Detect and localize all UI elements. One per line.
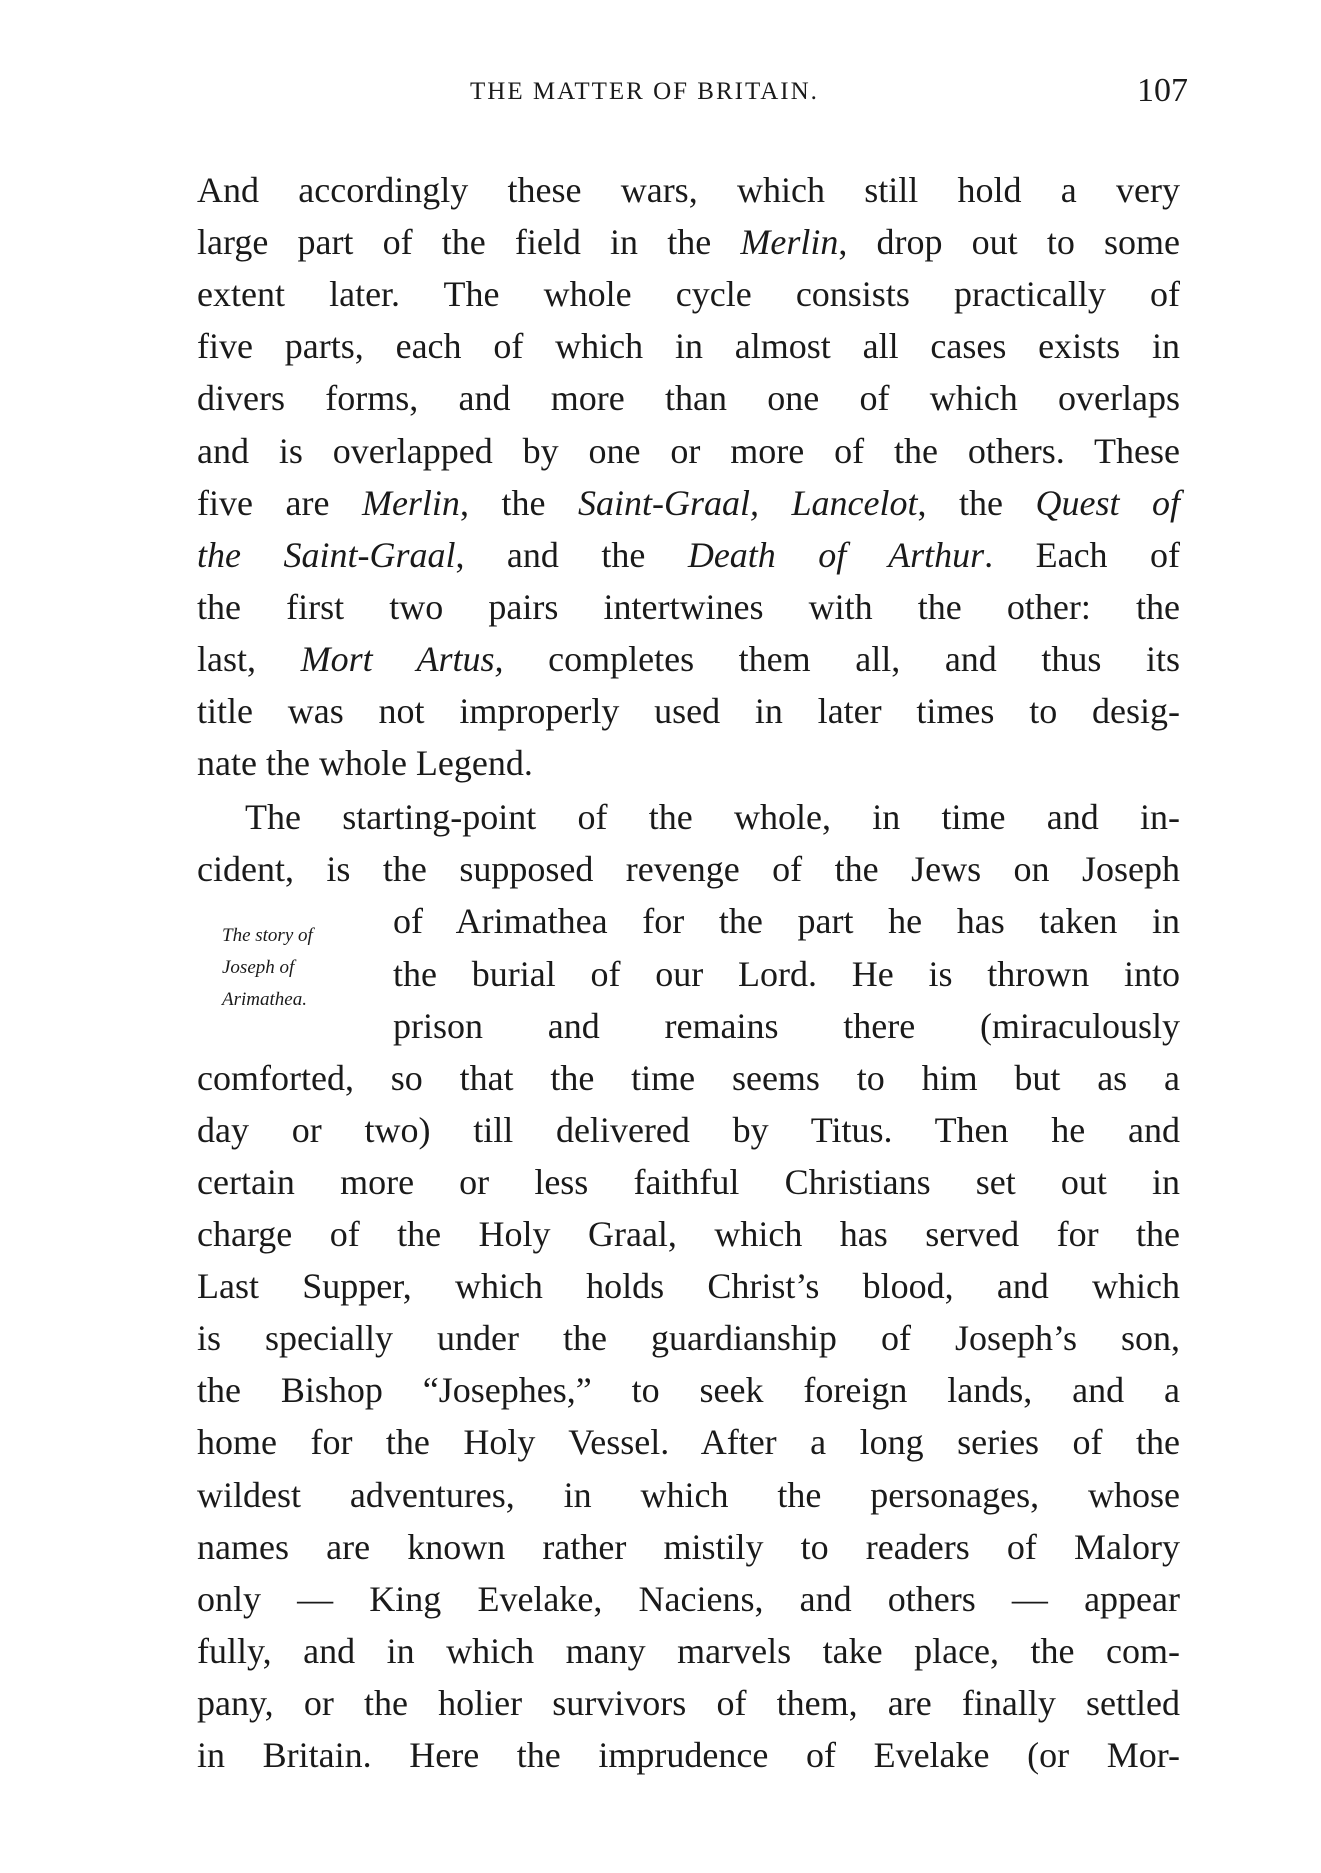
text-span: completes them all, and thus its bbox=[503, 638, 1180, 679]
text-span: five parts, each of which in almost all cases exists in bbox=[197, 326, 1180, 367]
italic-title: Death of Arthur bbox=[687, 534, 985, 575]
text-span: the first two pairs intertwines with the other: the bbox=[197, 586, 1180, 627]
text-line bbox=[197, 1625, 1180, 1677]
text-line bbox=[393, 1000, 1180, 1052]
text-span: prison and remains there (miraculously bbox=[393, 1005, 1180, 1046]
text-span: home for the Holy Vessel. After a long series of the bbox=[197, 1422, 1180, 1463]
italic-title: Merlin bbox=[740, 222, 839, 263]
text-line bbox=[197, 1052, 1180, 1104]
text-span: nate the whole Legend. bbox=[197, 743, 533, 784]
text-span: pany, or the holier survivors of them, are finally settled bbox=[197, 1682, 1180, 1723]
text-line bbox=[197, 1156, 1180, 1208]
text-line bbox=[197, 425, 1180, 477]
text-span: the burial of our Lord. He is thrown into bbox=[393, 953, 1180, 994]
text-line bbox=[393, 948, 1180, 1000]
text-line bbox=[197, 737, 1180, 789]
text-line bbox=[197, 1729, 1180, 1781]
text-line bbox=[197, 1364, 1180, 1416]
text-line bbox=[197, 685, 1180, 737]
italic-title: Quest of bbox=[1035, 482, 1180, 523]
text-line bbox=[197, 268, 1180, 320]
text-span: last, bbox=[197, 638, 301, 679]
italic-title: Mort Artus, bbox=[300, 638, 504, 679]
text-line bbox=[197, 1416, 1180, 1468]
text-span: divers forms, and more than one of which overlaps bbox=[197, 378, 1180, 419]
margin-note-line: Arimathea. bbox=[222, 989, 307, 1010]
text-line bbox=[197, 372, 1180, 424]
text-span: day or two) till delivered by Titus. Then he and bbox=[197, 1109, 1180, 1150]
italic-title: Merlin bbox=[361, 482, 460, 523]
text-span: The starting-point of the whole, in time and in- bbox=[245, 797, 1180, 838]
text-span: title was not improperly used in later times to desig- bbox=[197, 691, 1180, 731]
text-span: in Britain. Here the imprudence of Evelake (or Mor- bbox=[197, 1735, 1180, 1775]
text-span: extent later. The whole cycle consists practically of bbox=[197, 274, 1180, 315]
text-line bbox=[197, 1312, 1180, 1364]
running-header-title: THE MATTER OF BRITAIN. bbox=[470, 78, 819, 105]
text-line bbox=[197, 216, 1180, 268]
text-span: wildest adventures, in which the personages, whose bbox=[197, 1474, 1180, 1515]
text-line bbox=[197, 1469, 1180, 1521]
text-line bbox=[393, 895, 1180, 947]
page-number: 107 bbox=[1137, 72, 1188, 109]
text-span: of Arimathea for the part he has taken in bbox=[393, 901, 1180, 942]
text-line bbox=[197, 164, 1180, 216]
text-line bbox=[197, 1104, 1180, 1156]
text-span: cident, is the supposed revenge of the Jews on Joseph bbox=[197, 849, 1180, 890]
text-span: , the bbox=[917, 482, 1036, 523]
text-span: large part of the field in the bbox=[197, 222, 741, 263]
text-span: comforted, so that the time seems to him but as a bbox=[197, 1057, 1180, 1098]
text-span: , and the bbox=[455, 534, 688, 575]
text-span: , the bbox=[459, 482, 578, 523]
text-span: And accordingly these wars, which still hold a very bbox=[197, 170, 1180, 210]
margin-note-line: Joseph of bbox=[222, 957, 295, 978]
margin-note bbox=[222, 920, 372, 1016]
italic-title: the Saint-Graal bbox=[197, 534, 456, 575]
text-line bbox=[197, 843, 1180, 895]
text-line bbox=[197, 320, 1180, 372]
text-line bbox=[245, 791, 1180, 843]
text-line bbox=[197, 1260, 1180, 1312]
text-span: the Bishop “Josephes,” to seek foreign lands, and a bbox=[197, 1370, 1180, 1411]
margin-note-line: The story of bbox=[222, 925, 313, 946]
text-line bbox=[197, 1677, 1180, 1729]
text-span: names are known rather mistily to readers of Malory bbox=[197, 1526, 1180, 1567]
text-span: fully, and in which many marvels take place, the com- bbox=[197, 1630, 1180, 1671]
text-span: . Each of bbox=[984, 534, 1181, 575]
text-span: only — King Evelake, Naciens, and others — appear bbox=[197, 1578, 1180, 1619]
italic-title: Saint-Graal, Lancelot bbox=[577, 482, 918, 523]
text-span: five are bbox=[197, 482, 362, 523]
text-span: charge of the Holy Graal, which has served for the bbox=[197, 1214, 1180, 1254]
text-span: and is overlapped by one or more of the others. These bbox=[197, 430, 1180, 471]
text-line bbox=[197, 1573, 1180, 1625]
text-line bbox=[197, 529, 1180, 581]
text-line bbox=[197, 581, 1180, 633]
text-span: certain more or less faithful Christians set out in bbox=[197, 1161, 1180, 1202]
text-span: Last Supper, which holds Christ’s blood, and which bbox=[197, 1266, 1180, 1307]
text-span: , drop out to some bbox=[838, 222, 1181, 263]
text-line bbox=[197, 633, 1180, 685]
text-line bbox=[197, 1208, 1180, 1260]
text-span: is specially under the guardianship of Joseph’s son, bbox=[197, 1318, 1180, 1359]
text-line bbox=[197, 477, 1180, 529]
text-line bbox=[197, 1521, 1180, 1573]
